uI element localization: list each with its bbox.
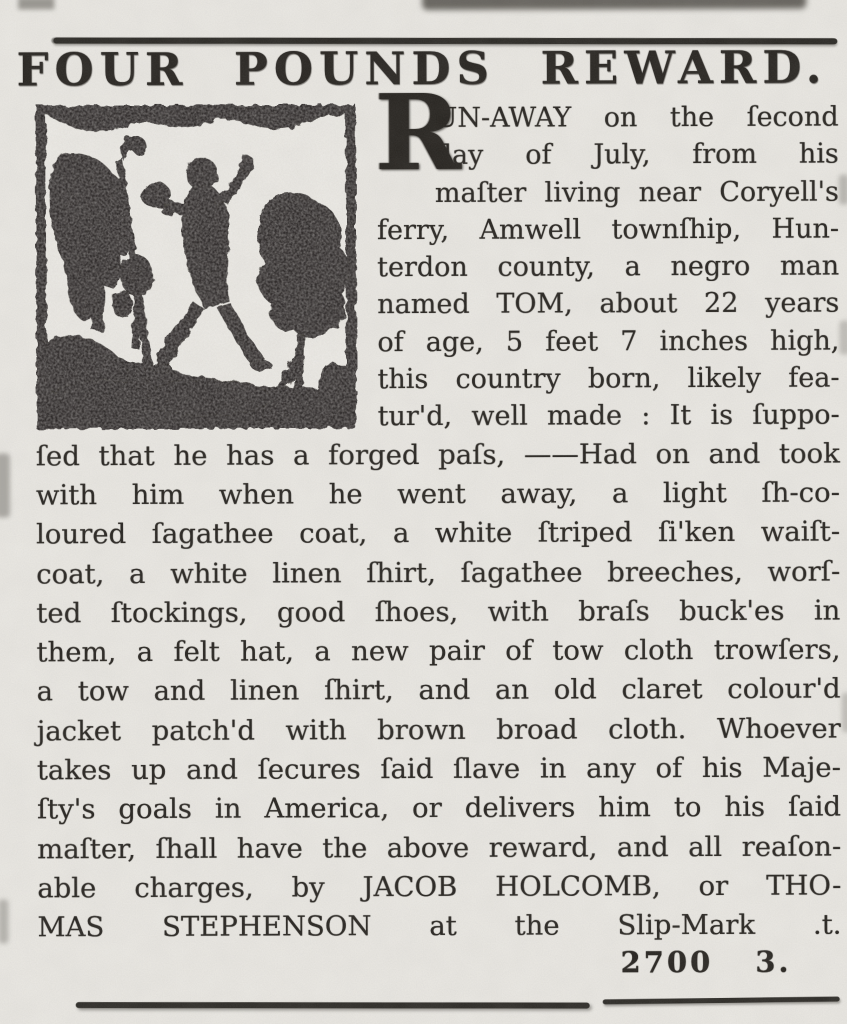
ad-text-line: a tow and linen ſhirt, and an old claret colour'd [36, 672, 841, 708]
ink-smudge [842, 693, 847, 733]
woodcut-svg [35, 103, 358, 430]
ink-smudge [839, 175, 847, 205]
ad-text-line: ſed that he has a forged paſs, ——Had on and took [35, 437, 840, 473]
imprint-number: 2700 [620, 944, 714, 980]
ink-smudge [839, 321, 847, 355]
ad-text-line: ted ſtockings, good ſhoes, with braſs buck'es in [36, 594, 841, 630]
ad-text-line: maſter living near Coryell's [434, 176, 839, 209]
dropcap-initial [374, 70, 462, 195]
dropcap-letter: R [374, 70, 462, 195]
ad-text-line: maſter, ſhall have the above reward, and all reaſon- [37, 830, 842, 865]
ad-text-line: tur'd, well made : It is ſuppo- [377, 399, 840, 433]
bottom-rule-left [76, 1002, 590, 1008]
ad-text-line: able charges, by JACOB HOLCOMB, or THO- [37, 869, 842, 905]
ad-text-line: MAS STEPHENSON at the Slip-Mark .t. [37, 908, 842, 944]
imprint-mark: 3. [755, 944, 792, 979]
ad-text-line: terdon county, a negro man [377, 250, 840, 284]
imprint-line [621, 945, 792, 980]
ad-body [35, 70, 842, 948]
ad-text-line: jacket patch'd with brown broad cloth. Whoever [36, 712, 841, 748]
ad-text-line: takes up and ſecures ſaid ſlave in any of his Maje- [36, 751, 841, 787]
ad-text-line: with him when he went away, a light ſh-co- [35, 476, 840, 512]
ad-text-line: coat, a white linen ſhirt, ſagathee breeches, worſ- [36, 555, 841, 590]
ad-text-line: loured ſagathee coat, a white ſtriped ſi'ken waiſt- [36, 515, 841, 551]
ink-smudge [18, 0, 54, 9]
runaway-woodcut-image [35, 103, 358, 430]
bottom-rule-right [603, 997, 840, 1005]
ad-text-line: named TOM, about 22 years [377, 288, 840, 321]
ad-text-line: UN-AWAY on the ſecond [434, 101, 839, 134]
ad-text-line: day of July, from his [434, 138, 839, 172]
ad-text-line: of age, 5 feet 7 inches high, [377, 325, 840, 358]
cutoff-text-smudge [422, 0, 806, 10]
ad-text-line: ſty's goals in America, or delivers him to his ſaid [36, 790, 842, 826]
ad-text-line: ferry, Amwell townſhip, Hun- [376, 213, 840, 247]
ad-text-line: this country born, likely fea- [377, 362, 840, 396]
ink-smudge [0, 453, 10, 517]
ad-text-line: them, a felt hat, a new pair of tow cloth trowſers, [36, 633, 841, 669]
ink-smudge [0, 899, 9, 943]
headline: FOUR POUNDS REWARD. [16, 40, 828, 97]
